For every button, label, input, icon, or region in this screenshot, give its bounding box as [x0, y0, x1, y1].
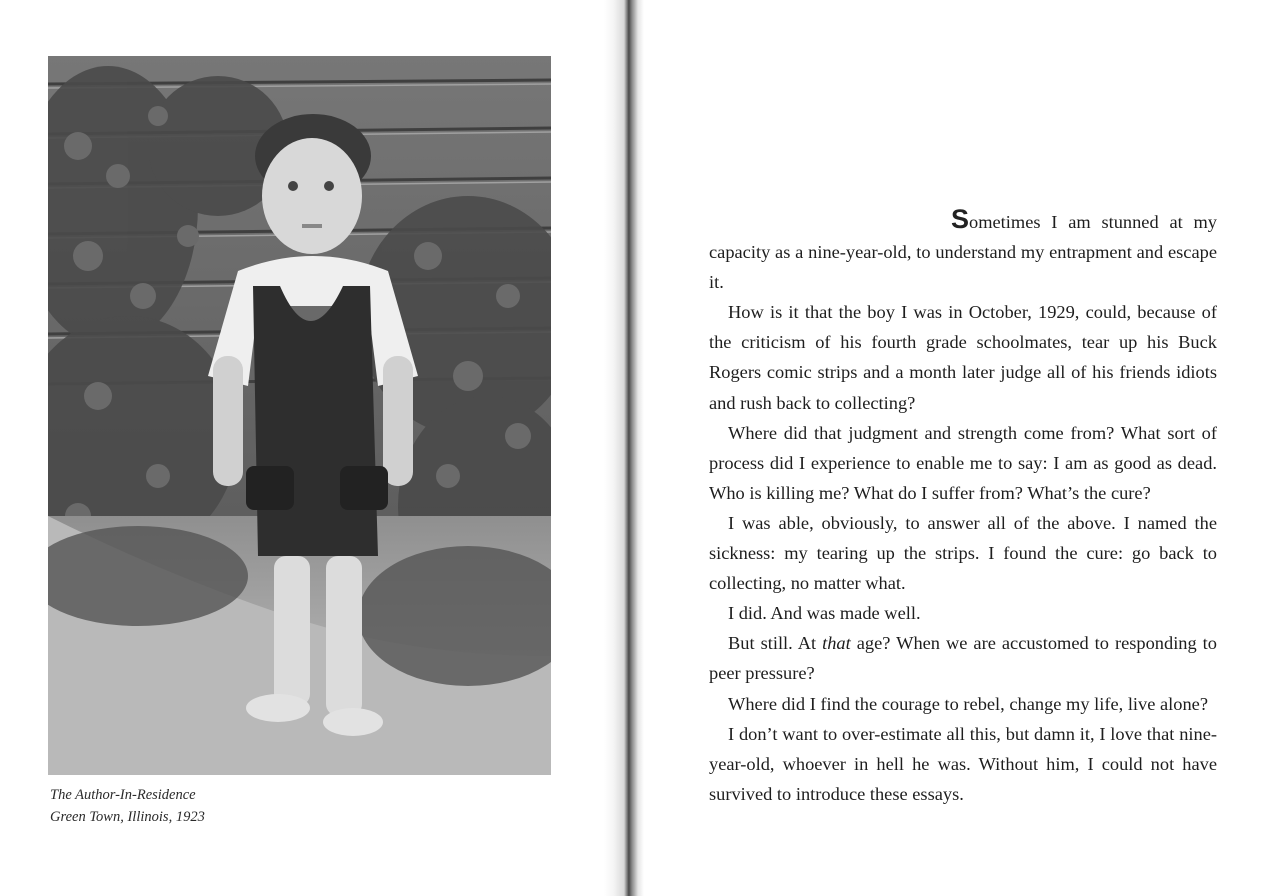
paragraph-1-text: ometimes I am stunned at my capacity as a nine-year-old, to understand my entrapment and escape it. — [709, 212, 1217, 293]
paragraph-7: Where did I find the courage to rebel, change my life, live alone? — [728, 693, 1208, 714]
paragraph-4: I was able, obviously, to answer all of the above. I named the sickness: my tearing up the strips. I found the cure: go back to collecting, no matter what. — [709, 512, 1217, 594]
initial-capital: S — [951, 204, 970, 234]
right-page-text — [709, 204, 1217, 809]
caption-place-date: Green Town, Illinois, 1923 — [50, 809, 205, 825]
left-page — [0, 0, 620, 896]
paragraph-3: Where did that judgment and strength come from? What sort of process did I experience to enable me to say: I am as good as dead. Who is killing me? What do I suffer from? What’s the cure? — [709, 422, 1217, 503]
photo-caption — [50, 784, 205, 828]
paragraph-5: I did. And was made well. — [728, 603, 921, 624]
paragraph-6-end: age? When we are accustomed to responding to peer pressure? — [709, 633, 1217, 684]
author-photograph — [48, 56, 551, 775]
paragraph-1 — [709, 204, 1217, 297]
caption-title: The Author-In-Residence — [50, 787, 196, 803]
photograph-illustration — [48, 56, 551, 775]
paragraph-8: I don’t want to over-estimate all this, but damn it, I love that nine-year-old, whoever in hell he was. Without him, I could not have survived to introduce these essays. — [709, 723, 1217, 804]
italic-word: that — [822, 633, 851, 654]
paragraph-2: How is it that the boy I was in October, 1929, could, because of the criticism of his fourth grade schoolmates, tear up his Buck Rogers comic strips and a month later judge all of his friends idiots and rush back to collecting? — [709, 302, 1217, 413]
paragraph-6-start: But still. At — [728, 633, 823, 654]
paragraph-6 — [709, 628, 1217, 688]
book-gutter — [604, 0, 644, 896]
